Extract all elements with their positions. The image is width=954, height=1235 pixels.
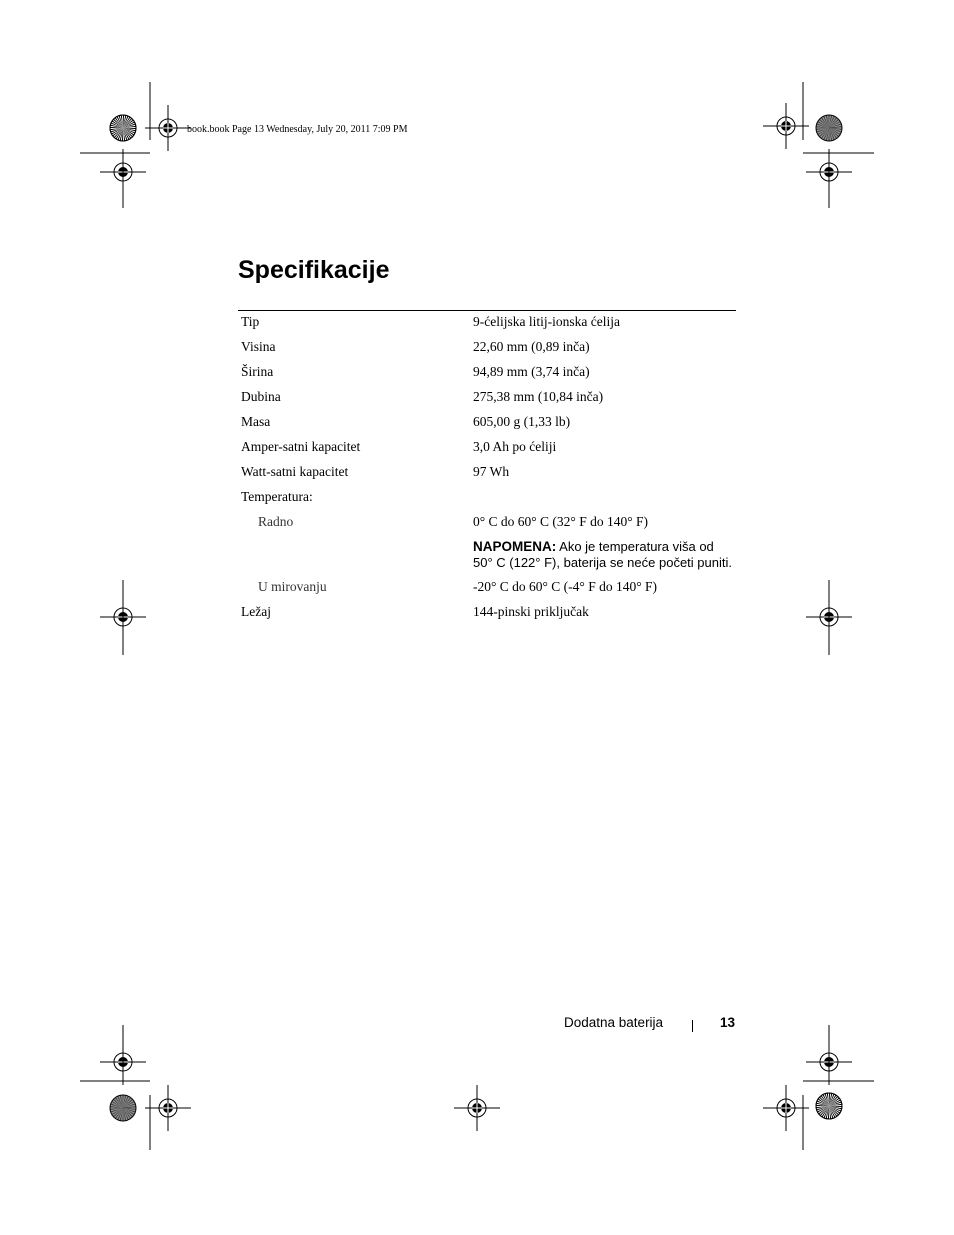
spec-row-depth [238, 387, 736, 412]
spec-value: 97 Wh [473, 464, 510, 479]
spec-label: Tip [241, 314, 260, 329]
registration-target-icon [145, 1085, 191, 1131]
spec-label: Amper-satni kapacitet [241, 439, 361, 454]
spec-value: 3,0 Ah po ćeliji [473, 439, 557, 454]
spec-value: 605,00 g (1,33 lb) [473, 414, 571, 429]
spec-value: 94,89 mm (3,74 inča) [473, 364, 590, 379]
spec-row-watt-hour [238, 462, 736, 487]
spec-row-weight [238, 412, 736, 437]
page-footer [564, 1015, 736, 1035]
color-patch-icon [816, 115, 842, 141]
spec-label: Masa [241, 414, 271, 429]
spec-row-height [238, 337, 736, 362]
page-title: Specifikacije [238, 256, 390, 284]
spec-label: Visina [241, 339, 276, 354]
spec-label: U mirovanju [258, 579, 327, 594]
registration-target-icon [763, 1085, 809, 1131]
registration-target-icon [454, 1085, 500, 1131]
note-block [473, 537, 736, 571]
spec-label: Watt-satni kapacitet [241, 464, 349, 479]
spec-value: 144-pinski priključak [473, 604, 589, 619]
print-slug: book.book Page 13 Wednesday, July 20, 2011 7:09 PM [187, 124, 408, 135]
spec-value: 0° C do 60° C (32° F do 140° F) [473, 514, 648, 529]
registration-target-icon [763, 103, 809, 149]
spec-row-storage [238, 577, 736, 602]
footer-section-title: Dodatna baterija [564, 1015, 664, 1030]
spec-row-amp-hour [238, 437, 736, 462]
spec-value: 275,38 mm (10,84 inča) [473, 389, 604, 404]
spec-row-operating [238, 512, 736, 537]
spec-row-width [238, 362, 736, 387]
spec-label: Temperatura: [241, 489, 313, 504]
spec-row-temperature [238, 487, 736, 512]
starburst-icon [816, 1093, 842, 1119]
spec-row-note [238, 537, 736, 577]
note-text: Ako je temperatura viša od 50° C (122° F), baterija se neće početi puniti. [473, 539, 732, 570]
spec-table [238, 312, 736, 627]
spec-label: Dubina [241, 389, 281, 404]
spec-value: 9-ćelijska litij-ionska ćelija [473, 314, 620, 329]
spec-row-connector [238, 602, 736, 627]
page-number: 13 [720, 1015, 736, 1030]
note-heading: NAPOMENA: [473, 539, 557, 554]
registration-target-icon [145, 105, 191, 151]
spec-row-type [238, 312, 736, 337]
title-rule [238, 310, 736, 311]
starburst-icon [110, 115, 136, 141]
footer-separator [692, 1020, 693, 1032]
spec-value: -20° C do 60° C (-4° F do 140° F) [473, 579, 657, 594]
spec-value [473, 487, 736, 512]
spec-value: 22,60 mm (0,89 inča) [473, 339, 590, 354]
spec-label: Ležaj [241, 604, 271, 619]
color-patch-icon [110, 1095, 136, 1121]
spec-label: Radno [258, 514, 294, 529]
spec-label: Širina [241, 364, 274, 379]
